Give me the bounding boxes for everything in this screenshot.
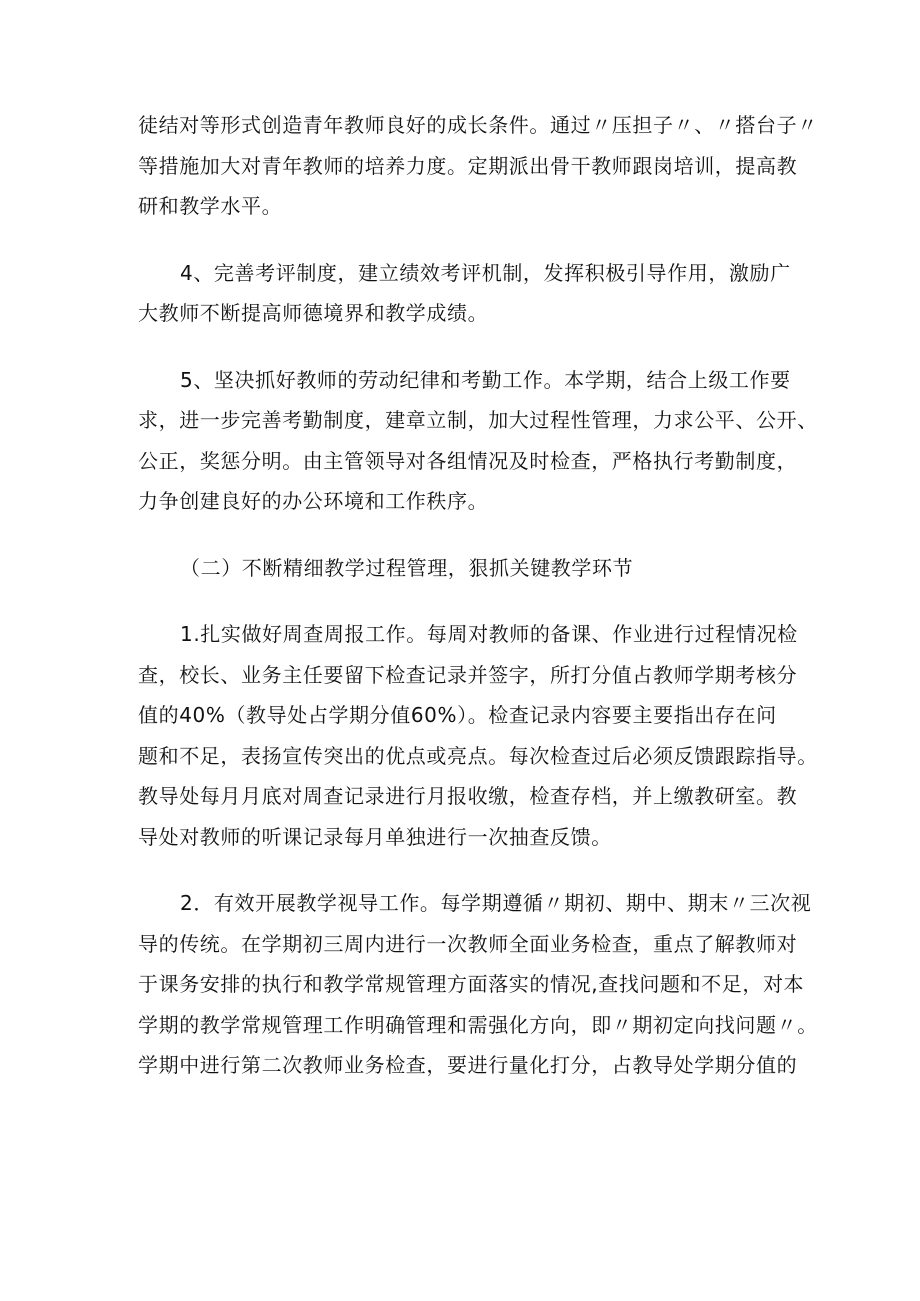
paragraph-gap	[138, 588, 830, 614]
paragraph-gap	[138, 522, 830, 548]
text-line: 导处对教师的听课记录每月单独进行一次抽查反馈。	[138, 824, 612, 849]
text-line: 学期的教学常规管理工作明确管理和需强化方向，即〃期初定向找问题〃。	[138, 1012, 818, 1037]
paragraph-youth-teacher-training	[138, 105, 830, 227]
text-line: 学期中进行第二次教师业务检查，要进行量化打分，占教导处学期分值的	[138, 1053, 798, 1077]
section-heading-teaching-process	[138, 548, 830, 589]
text-line: 1.扎实做好周查周报工作。每周对教师的备课、作业进行过程情况检	[180, 622, 798, 646]
paragraph-evaluation-system	[138, 253, 830, 334]
paragraph-gap	[138, 857, 830, 883]
paragraph-attendance-discipline	[138, 360, 830, 522]
text-line: 5、坚决抓好教师的劳动纪律和考勤工作。本学期，结合上级工作要	[180, 367, 791, 392]
paragraph-gap	[138, 227, 830, 253]
text-line: 教导处每月月底对周查记录进行月报收缴，检查存档，并上缴教研室。教	[138, 784, 798, 808]
paragraph-gap	[138, 334, 830, 360]
text-line: 力争创建良好的办公环境和工作秩序。	[138, 489, 489, 513]
section-heading-text: （二）不断精细教学过程管理，狠抓关键教学环节	[180, 555, 634, 580]
text-line: 等措施加大对青年教师的培养力度。定期派出骨干教师跟岗培训，提高教	[138, 153, 798, 178]
text-line: 大教师不断提高师德境界和教学成绩。	[138, 301, 489, 325]
text-line: 研和教学水平。	[138, 194, 283, 218]
text-line: 查，校长、业务主任要留下检查记录并签字，所打分值占教师学期考核分	[138, 662, 798, 687]
text-line: 公正，奖惩分明。由主管领导对各组情况及时检查，严格执行考勤制度，	[138, 448, 798, 473]
text-line: 徒结对等形式创造青年教师良好的成长条件。通过〃压担子〃、〃搭台子〃	[138, 113, 818, 137]
paragraph-teaching-inspection	[138, 883, 830, 1086]
text-line: 2．有效开展教学视导工作。每学期遵循〃期初、期中、期末〃三次视	[180, 891, 812, 915]
text-line: 4、完善考评制度，建立绩效考评机制，发挥积极引导作用，激励广	[180, 260, 791, 285]
text-line: 值的40%（教导处占学期分值60%）。检查记录内容要主要指出存在问	[138, 703, 777, 727]
text-line: 导的传统。在学期初三周内进行一次教师全面业务检查，重点了解教师对	[138, 931, 798, 956]
paragraph-weekly-check	[138, 614, 830, 857]
text-line: 题和不足，表扬宣传突出的优点或亮点。每次检查过后必须反馈跟踪指导。	[138, 743, 818, 768]
text-line: 于课务安排的执行和教学常规管理方面落实的情况,查找问题和不足，对本	[138, 972, 805, 996]
text-line: 求，进一步完善考勤制度，建章立制，加大过程性管理，力求公平、公开、	[138, 408, 818, 432]
